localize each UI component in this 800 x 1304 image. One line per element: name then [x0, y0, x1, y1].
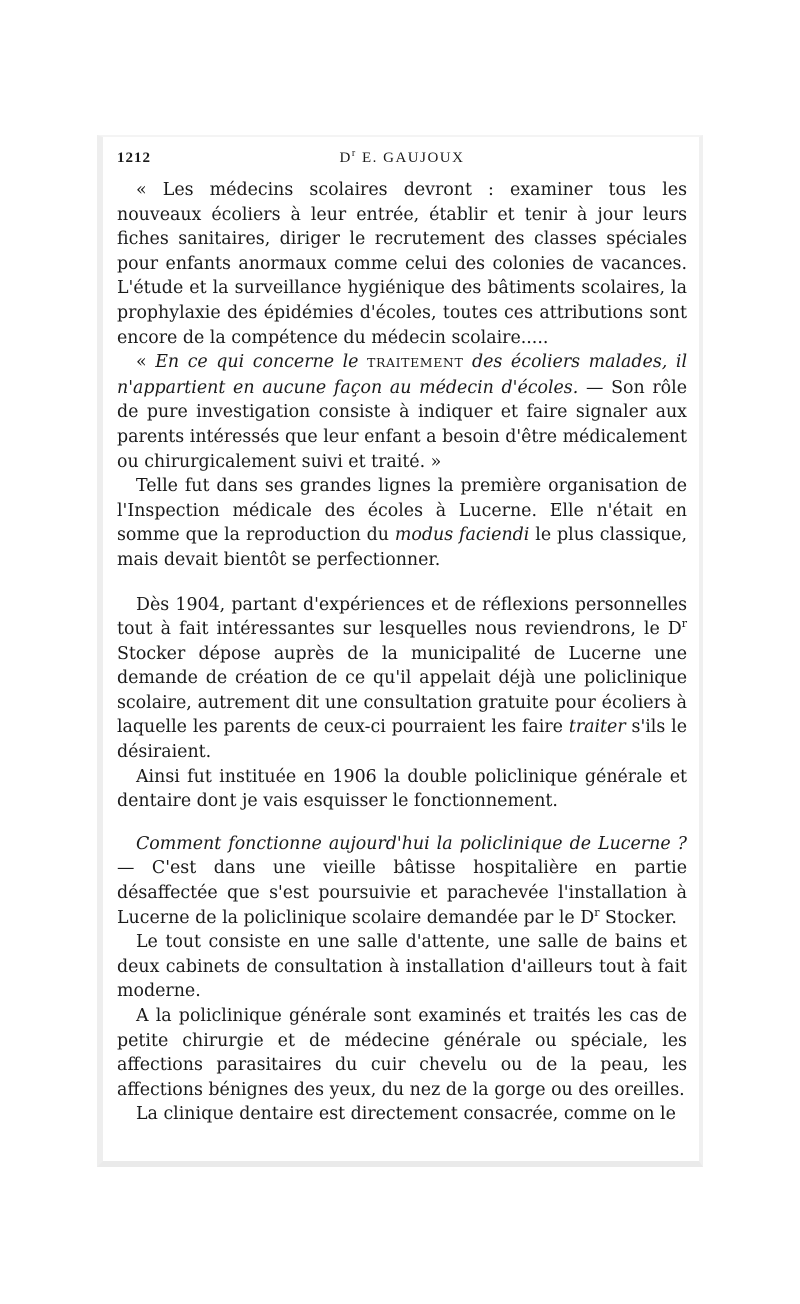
- paragraph-1906: Ainsi fut instituée en 1906 la double policlinique générale et dentaire dont je vais esquisser le fonctionnement.: [117, 766, 687, 812]
- running-title: $D^r$ E. GAUJOUX: [339, 148, 465, 166]
- page-header: [117, 148, 687, 178]
- page-number: 1212: [117, 150, 151, 166]
- book-page: [117, 148, 687, 1127]
- paragraph-organisation: Telle fut dans ses grandes lignes la première organisation de l'Inspection médicale des écoles à Lucerne. Elle n'était en somme que la reproduction du modus faciendi le plus classique, mais devait bientôt se perfectionner.: [117, 476, 687, 570]
- paragraph-policlinique-generale: A la policlinique générale sont examinés et traités les cas de petite chirurgie et de médecine générale ou spéciale, les affections parasitaires du cuir chevelu ou de la peau, les affections bénignes des yeux, du nez de la gorge ou des oreilles.: [117, 1006, 687, 1100]
- paragraph-comment-fonctionne: Comment fonctionne aujourd'hui la policlinique de Lucerne ? — C'est dans une vieille bâtisse hospitalière en partie désaffectée que s'est poursuivie et parachevée l'installation à Lucerne de la policlinique scolaire demandée par le $D^r$ Stocker.: [117, 833, 687, 928]
- paragraph-quote-1: « Les médecins scolaires devront : examiner tous les nouveaux écoliers à leur entrée, établir et tenir à jour leurs fiches sanitaires, diriger le recrutement des classes spéciales pour enfants anormaux comme celui des colonies de vacances. L'étude et la surveillance hygiénique des bâtiments scolaires, la prophylaxie des épidémies d'écoles, toutes ces attributions sont encore de la compétence du médecin scolaire.....: [117, 180, 687, 348]
- section-gap: [117, 814, 687, 832]
- section-gap: [117, 573, 687, 593]
- paragraph-quote-2: « En ce qui concerne le TRAITEMENT des écoliers malades, il n'appartient en aucune façon au médecin d'écoles. — Son rôle de pure investigation consiste à indiquer et faire signaler aux parents intéressés que leur enfant a besoin d'être médicalement ou chirurgicalement suivi et traité. »: [117, 352, 688, 472]
- paragraph-1904: Dès 1904, partant d'expériences et de réflexions personnelles tout à fait intéressantes sur lesquelles nous reviendrons, le $D^r$ Stocker dépose auprès de la municipalité de Lucerne une demande de création de ce qu'il appelait déjà une policlinique scolaire, autrement dit une consultation gratuite pour écoliers à laquelle les parents de ceux-ci pourraient les faire traiter s'ils le désiraient.: [117, 594, 687, 763]
- paragraph-clinique-dentaire: La clinique dentaire est directement consacrée, comme on le: [136, 1104, 676, 1125]
- paragraph-salles: Le tout consiste en une salle d'attente, une salle de bains et deux cabinets de consultation à installation d'ailleurs tout à fait moderne.: [117, 932, 687, 1002]
